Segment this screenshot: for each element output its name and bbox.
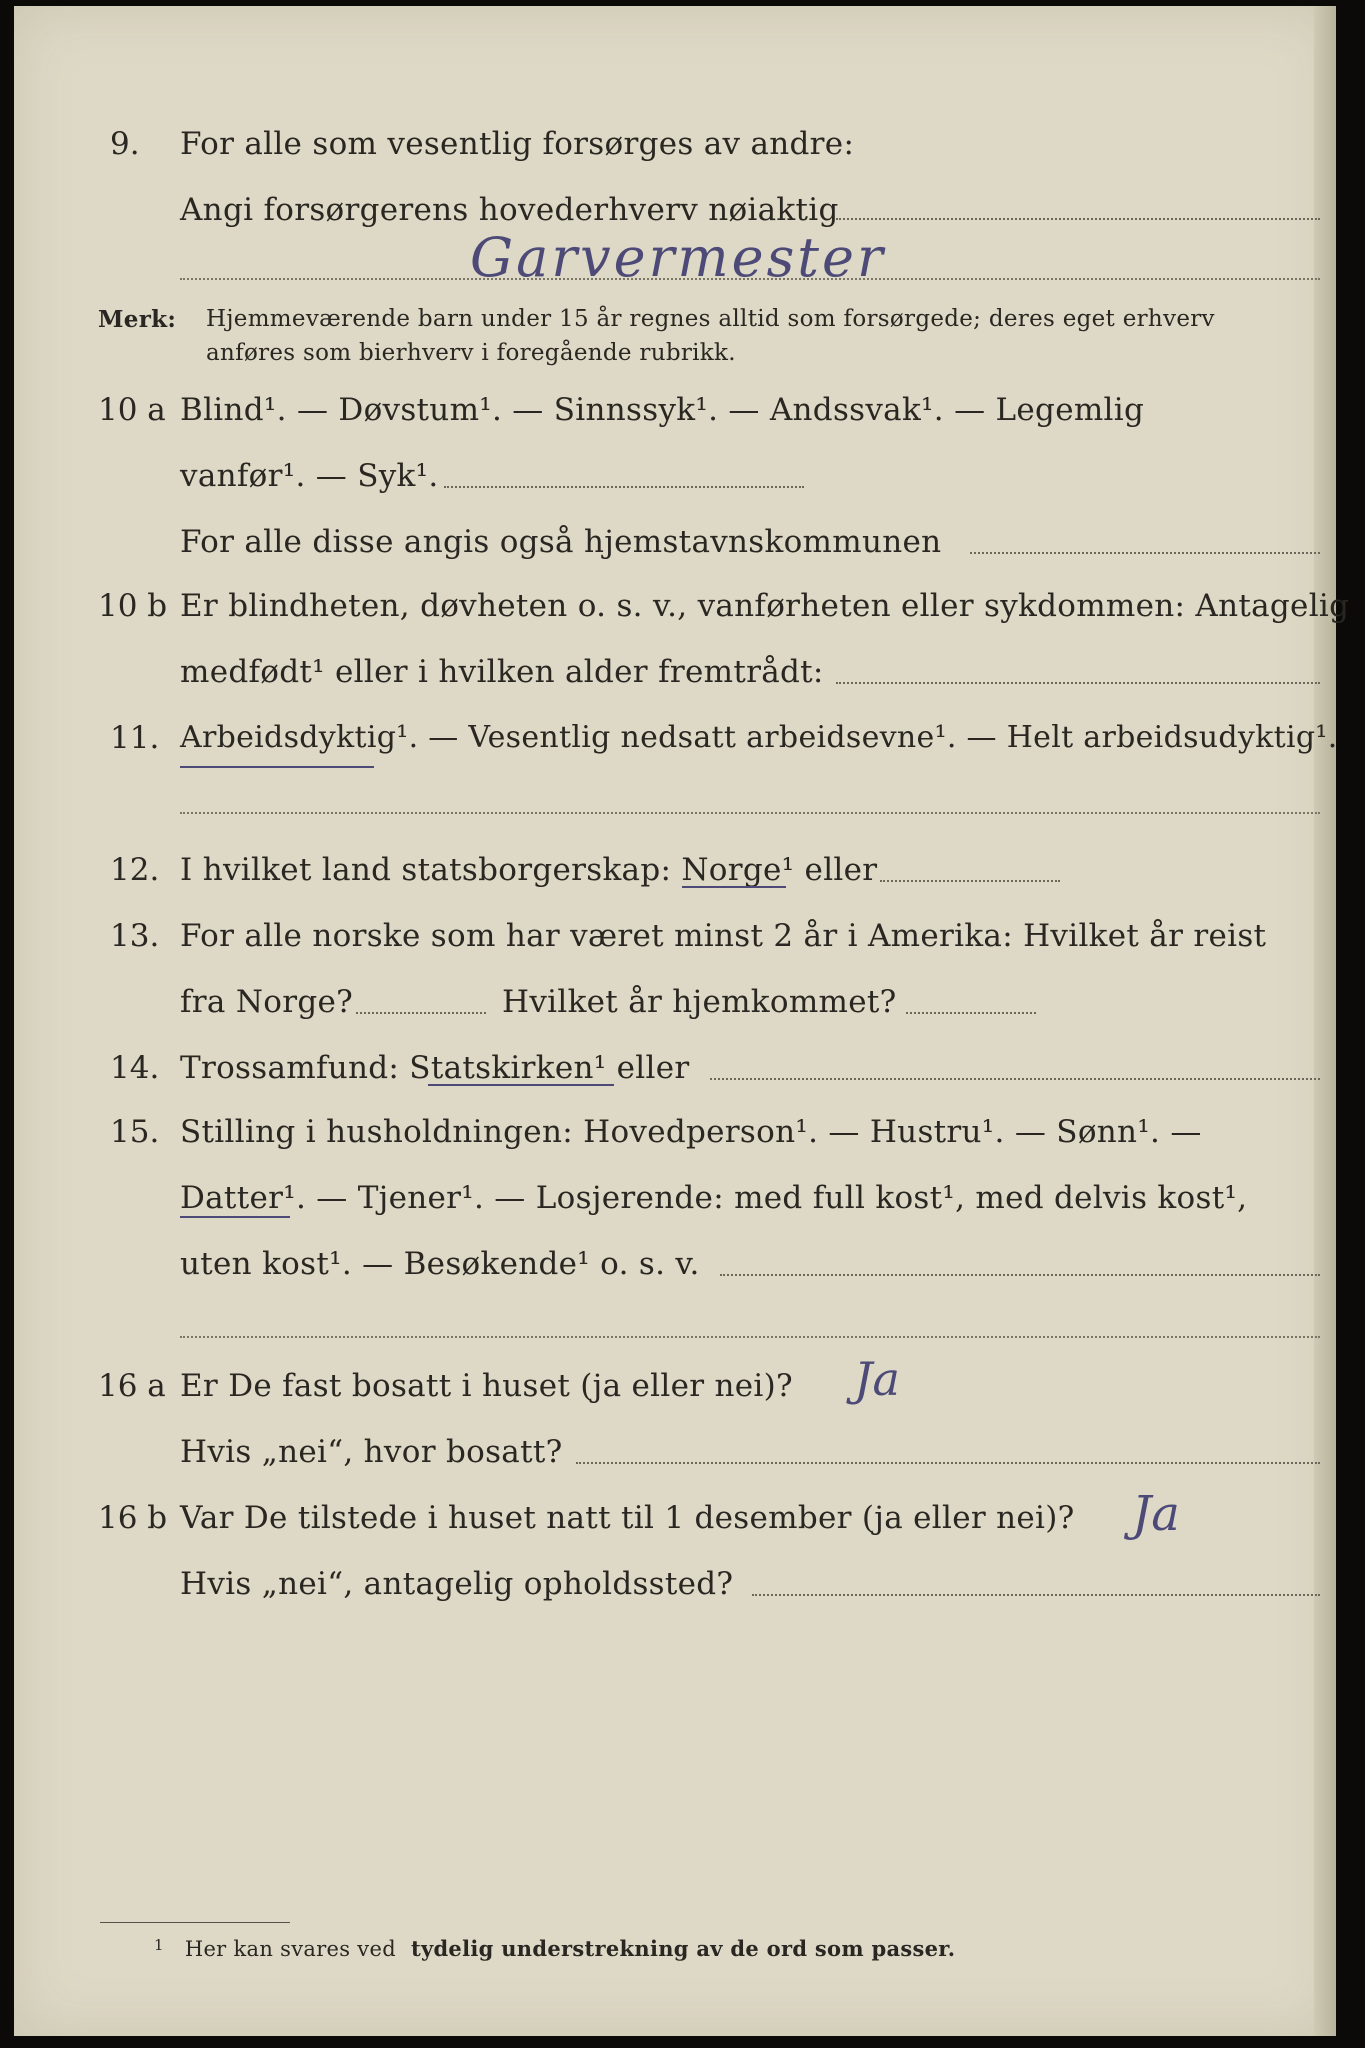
q9-handwritten-answer: Garvermester [470, 226, 886, 289]
q15-line1: Stilling i husholdningen: Hovedperson¹. — Hustru¹. — Sønn¹. — [180, 1114, 1202, 1150]
q16a-answer-line [576, 1462, 1320, 1464]
q16b-answer-line [752, 1594, 1320, 1596]
q12-number: 12. [110, 852, 160, 888]
q16b-number: 16 b [98, 1500, 168, 1536]
q16b-line2: Hvis „nei“, antagelig opholdssted? [180, 1566, 734, 1602]
q16a-line1: Er De fast bosatt i huset (ja eller nei)? [180, 1368, 793, 1404]
q10b-number: 10 b [98, 588, 168, 624]
q12-underline-norge [682, 886, 786, 888]
q13-reist-line [356, 1012, 486, 1014]
q9-answer-line [836, 218, 1320, 220]
q15-line2: Datter¹. — Tjener¹. — Losjerende: med full kost¹, med delvis kost¹, [180, 1180, 1248, 1216]
footnote-rule [100, 1922, 290, 1923]
q11-answer-line [180, 812, 1320, 814]
q10a-line2: vanfør¹. — Syk¹. [180, 458, 439, 494]
q13-hjemkommet-line [906, 1012, 1036, 1014]
q10a-kommune-line [970, 552, 1320, 554]
q11-number: 11. [110, 720, 160, 756]
q10b-line2: medfødt¹ eller i hvilken alder fremtrådt: [180, 654, 824, 690]
merk-label: Merk: [98, 306, 177, 333]
q11-underline-arbeidsdyktig [180, 766, 374, 768]
q15-line3: uten kost¹. — Besøkende¹ o. s. v. [180, 1246, 700, 1282]
q16a-line2: Hvis „nei“, hvor bosatt? [180, 1434, 563, 1470]
q16a-number: 16 a [98, 1368, 166, 1404]
q9-number: 9. [110, 126, 140, 162]
q15-answer-line [720, 1274, 1320, 1276]
q12-answer-line [880, 880, 1060, 882]
q13-line2b: Hvilket år hjemkommet? [502, 984, 897, 1020]
q14-number: 14. [110, 1050, 160, 1086]
q16b-handwritten-answer: Ja [1132, 1486, 1180, 1542]
q10a-number: 10 a [98, 392, 166, 428]
merk-line2: anføres som bierhverv i foregående rubrikk. [206, 340, 736, 366]
footnote [154, 1936, 955, 1961]
q16b-line1: Var De tilstede i huset natt til 1 desember (ja eller nei)? [180, 1500, 1075, 1536]
footnote-mark: 1 [154, 1936, 164, 1954]
footnote-text: Her kan svares ved [184, 1937, 396, 1961]
q13-number: 13. [110, 918, 160, 954]
footnote-text-bold: tydelig understrekning av de ord som passer. [410, 1936, 956, 1961]
q15-number: 15. [110, 1114, 160, 1150]
q9-answer-line-2 [180, 278, 1320, 280]
q13-line1: For alle norske som har været minst 2 år i Amerika: Hvilket år reist [180, 918, 1267, 954]
q12-line1: I hvilket land statsborgerskap: Norge¹ eller [180, 852, 878, 888]
q13-line2a: fra Norge? [180, 984, 354, 1020]
q9-line2: Angi forsørgerens hovederhverv nøiaktig [180, 192, 839, 228]
paper-edge [1314, 6, 1336, 2036]
q10b-line1: Er blindheten, døvheten o. s. v., vanførheten eller sykdommen: Antagelig [180, 588, 1350, 624]
q16a-handwritten-answer: Ja [854, 1352, 900, 1406]
q10a-line3: For alle disse angis også hjemstavnskommunen [180, 524, 942, 560]
q10b-answer-line [836, 682, 1320, 684]
q14-line1: Trossamfund: Statskirken¹ eller [180, 1050, 690, 1086]
q11-line1: Arbeidsdyktig¹. — Vesentlig nedsatt arbeidsevne¹. — Helt arbeidsudyktig¹. [180, 720, 1338, 755]
q14-answer-line [710, 1078, 1320, 1080]
q14-underline-statskirken [428, 1084, 614, 1086]
q15-underline-datter [180, 1216, 290, 1218]
q15-answer-line-2 [180, 1336, 1320, 1338]
q10a-answer-line [444, 486, 804, 488]
census-form-sheet [14, 6, 1350, 2036]
merk-line1: Hjemmeværende barn under 15 år regnes alltid som forsørgede; deres eget erhverv [206, 306, 1215, 332]
q10a-line1: Blind¹. — Døvstum¹. — Sinnssyk¹. — Andssvak¹. — Legemlig [180, 392, 1145, 428]
q9-line1: For alle som vesentlig forsørges av andre: [180, 126, 855, 162]
